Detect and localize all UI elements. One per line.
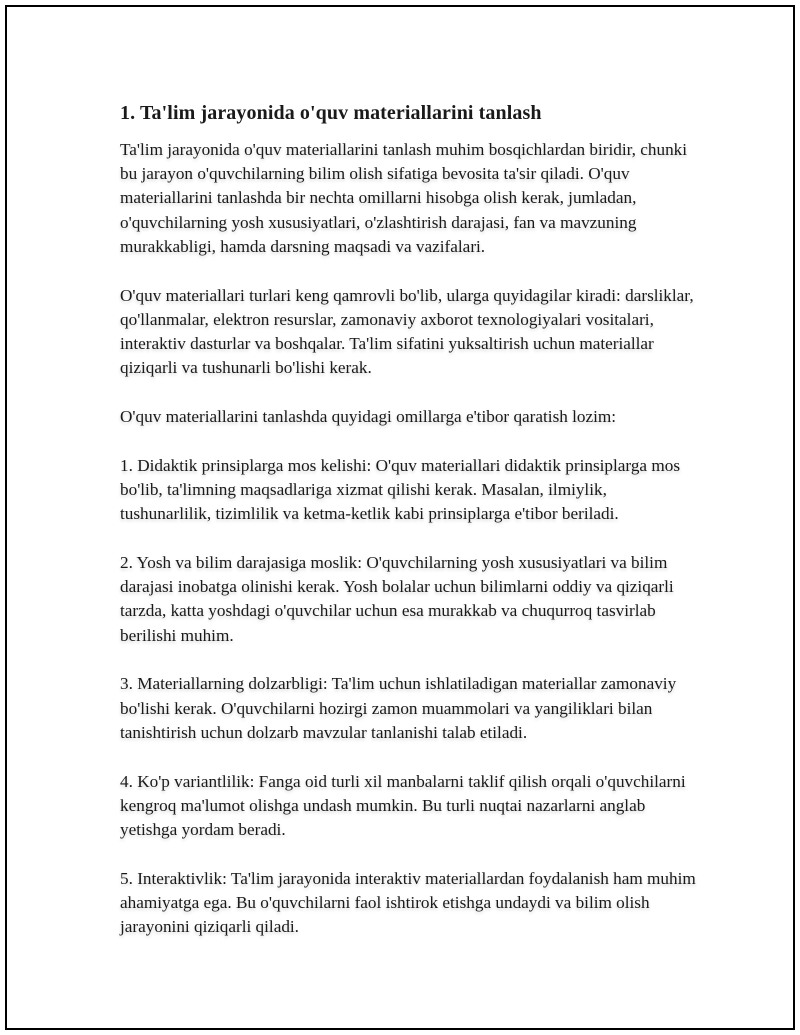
paragraph-intro: Ta'lim jarayonida o'quv materiallarini tanlash muhim bosqichlardan biridir, chunki bu jarayon o'quvchilarning bilim olish sifatiga bevosita ta'sir qiladi. O'quv materiallarini tanlashda bir nechta omillarni hisobga olish kerak, jumladan, o'quvchilarning yosh xususiyatlari, o'zlashtirish darajasi, fan va mavzuning murakkabligi, hamda darsning maqsadi va vazifalari. (120, 140, 688, 256)
document-body (120, 100, 700, 939)
section-heading: 1. Ta'lim jarayonida o'quv materiallarini tanlash (120, 102, 542, 124)
list-item-didactic: 1. Didaktik prinsiplarga mos kelishi: O'quv materiallari didaktik prinsiplarga mos bo'lib, ta'limning maqsadlariga xizmat qilishi kerak. Masalan, ilmiylik, tushunarlilik, tizimlilik va ketma-ketlik kabi prinsiplarga e'tibor beriladi. (120, 455, 681, 524)
page-frame (5, 5, 795, 1030)
list-item-relevance: 3. Materiallarning dolzarbligi: Ta'lim uchun ishlatiladigan materiallar zamonaviy bo'lishi kerak. O'quvchilarni hozirgi zamon muammolari va yangiliklari bilan tanishtirish uchun dolzarb mavzular tanlanishi talab etiladi. (120, 674, 677, 742)
list-item-variety: 4. Ko'p variantlilik: Fanga oid turli xil manbalarni taklif qilish orqali o'quvchilarni kengroq ma'lumot olishga undash mumkin. Bu turli nuqtai nazarlarni anglab yetishga yordam beradi. (120, 771, 686, 840)
list-item-interactivity: 5. Interaktivlik: Ta'lim jarayonida interaktiv materiallardan foydalanish ham muhim ahamiyatga ega. Bu o'quvchilarni faol ishtirok etishga undaydi va bilim olish jarayonini qiziqarli qiladi. (120, 868, 696, 937)
paragraph-factors-lead: O'quv materiallarini tanlashda quyidagi omillarga e'tibor qaratish lozim: (120, 407, 617, 427)
list-item-age-level: 2. Yosh va bilim darajasiga moslik: O'quvchilarning yosh xususiyatlari va bilim darajasi inobatga olinishi kerak. Yosh bolalar uchun bilimlarni oddiy va qiziqarli tarzda, katta yoshdagi o'quvchilar uchun esa murakkab va chuqurroq tasvirlab berilishi muhim. (120, 553, 674, 645)
paragraph-material-types: O'quv materiallari turlari keng qamrovli bo'lib, ularga quyidagilar kiradi: darsliklar, qo'llanmalar, elektron resurslar, zamonaviy axborot texnologiyalari vositalari, interaktiv dasturlar va boshqalar. Ta'lim sifatini yuksaltirish uchun materiallar qiziqarli va tushunarli bo'lishi kerak. (120, 285, 694, 378)
